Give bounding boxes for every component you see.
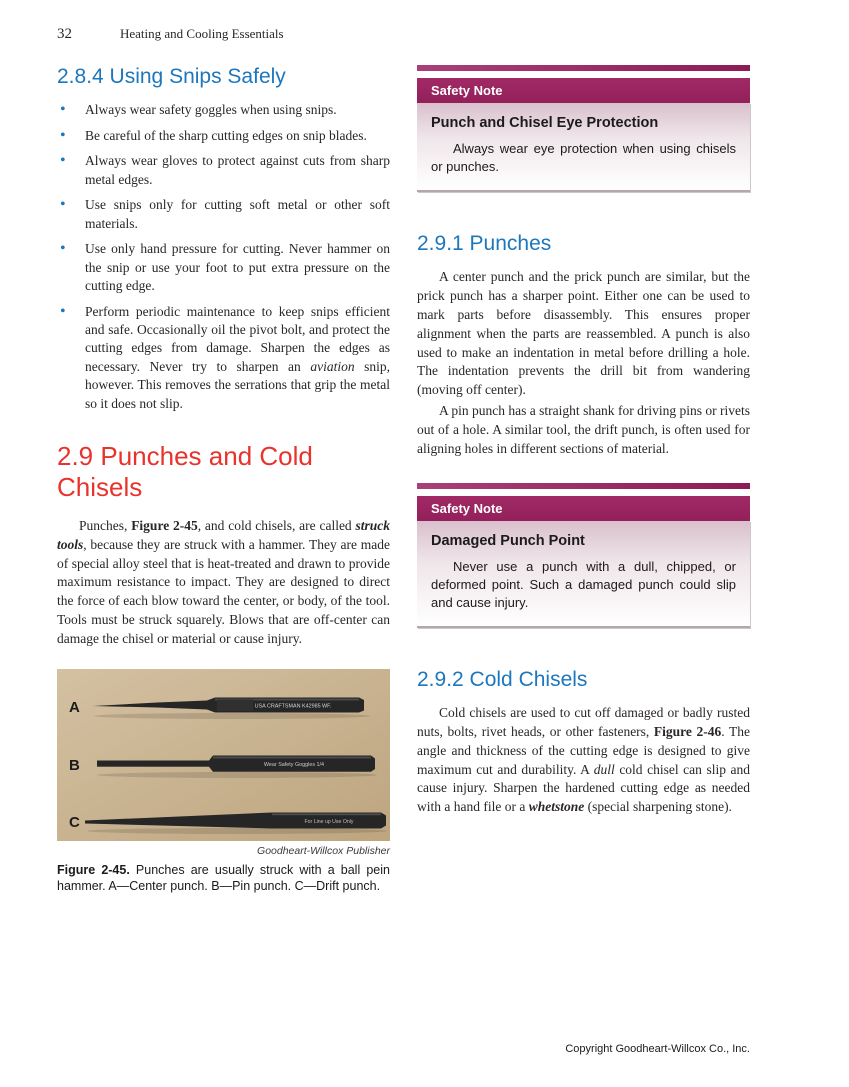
safety-note-body [417,521,750,628]
safety-note-body [417,103,750,192]
snips-safety-list [57,101,390,413]
page-header [57,26,750,43]
punches-photo [57,669,390,841]
paragraph-text: , because they are struck with a hammer. They are made of special alloy steel that is heat-treated and drawn to provide maximum resistance to impact. They are designed to direct the force of each blow toward the center, or body, of the tool. Tools must be struck squarely. Blows that are off-center can damage the chisel or material or cause injury. [57,536,390,647]
list-item: • Use only hand pressure for cutting. Never hammer on the snip or use your foot to put extra pressure on the cutting edge. [57,240,390,295]
safety-note-damaged-punch [417,483,750,628]
list-item-text: Perform periodic maintenance to keep snips efficient and safe. Occasionally oil the pivot bolt, and protect the cutting edges from damage. Sharpen the edges as necessary. Never try to sharpen an [85,303,390,374]
figure-2-45 [57,669,390,895]
italic-term-dull: dull [593,761,615,777]
paragraph-text: Punches, [79,517,132,533]
section-heading-2-9-2: 2.9.2 Cold Chisels [417,667,588,691]
safety-note-eye-protection [417,65,750,192]
figure-caption-text: Punches are usually struck with a ball pein hammer. A—Center punch. B—Pin punch. C—Drift punch. [57,862,390,894]
list-item: • Always wear gloves to protect against cuts from sharp metal edges. [57,152,390,189]
paragraph-punches-1: A center punch and the prick punch are similar, but the prick punch has a sharper point. Either one can be used to mark parts before disassembly. This ensures proper alignment when the parts are reassembled. A punch is also used to make an indentation in metal before drilling a hole. The indentation prevents the drill bit from wandering (moving off center). [417,269,750,398]
list-item-text: snip, however. This removes the serrations that grip the metal so it does not slip. [85,358,390,411]
two-column-layout [57,65,750,895]
list-item [57,303,390,414]
list-item: • Be careful of the sharp cutting edges on snip blades. [57,127,390,145]
figure-reference: Figure 2-46 [653,723,722,739]
figure-caption-label: Figure 2-45. [57,862,130,877]
right-column [417,65,750,895]
safety-note-text: Never use a punch with a dull, chipped, or deformed point. Such a damaged punch could slip and cause injury. [431,558,736,610]
paragraph-text: (special sharpening stone). [584,799,732,815]
safety-note-title: Damaged Punch Point [431,532,585,549]
section-heading-2-9-1: 2.9.1 Punches [417,231,552,255]
paragraph-text: Cold chisels are used to cut off damaged or badly rusted nuts, bolts, rivet heads, or other fasteners, [417,704,750,739]
safety-note-label: Safety Note [417,496,750,521]
list-item: • Always wear safety goggles when using snips. [57,101,390,119]
list-item: • Use snips only for cutting soft metal or other soft materials. [57,196,390,233]
page-number: 32 [57,26,72,42]
key-term-whetstone: whetstone [528,799,585,815]
paragraph-struck-tools [57,517,390,649]
section-heading-2-9: 2.9 Punches and Cold Chisels [57,441,313,503]
safety-note-gap [417,489,750,496]
paragraph-text: . The angle and thickness of the cutting edge is designed to give maximum cut and durability. A [417,723,750,777]
left-column [57,65,390,895]
section-heading-2-8-4: 2.8.4 Using Snips Safely [57,65,286,88]
figure-label-c: C [69,813,80,831]
figure-reference: Figure 2-45 [131,517,198,533]
paragraph-text: cold chisel can slip and cause injury. Sharpen the hardened cutting edge as needed with a hand file or a [417,761,750,815]
punch-c-engraving: For Line up Use Only [304,818,354,825]
figure-label-b: B [69,756,80,774]
figure-label-a: A [69,698,80,716]
italic-term-aviation: aviation [310,358,355,374]
paragraph-cold-chisels [417,704,750,817]
safety-note-text: Always wear eye protection when using chisels or punches. [431,141,736,174]
paragraph-text: , and cold chisels, are called [197,517,356,533]
figure-caption [57,862,390,895]
safety-note-gap [417,71,750,78]
punch-b-engraving: Wear Safety Goggles 1/4 [263,762,325,769]
copyright-footer: Copyright Goodheart-Willcox Co., Inc. [565,1043,750,1055]
punch-a-engraving: USA CRAFTSMAN K42985 WF. [254,703,332,710]
safety-note-label: Safety Note [417,78,750,103]
key-term-struck-tools: struck tools [57,517,391,552]
safety-note-title: Punch and Chisel Eye Protection [431,115,659,131]
running-head: Heating and Cooling Essentials [120,26,284,41]
paragraph-punches-2: A pin punch has a straight shank for driving pins or rivets out of a hole. A similar tool, the drift punch, is often used for aligning holes in different sections of material. [417,403,750,457]
figure-credit: Goodheart-Willcox Publisher [257,844,390,857]
